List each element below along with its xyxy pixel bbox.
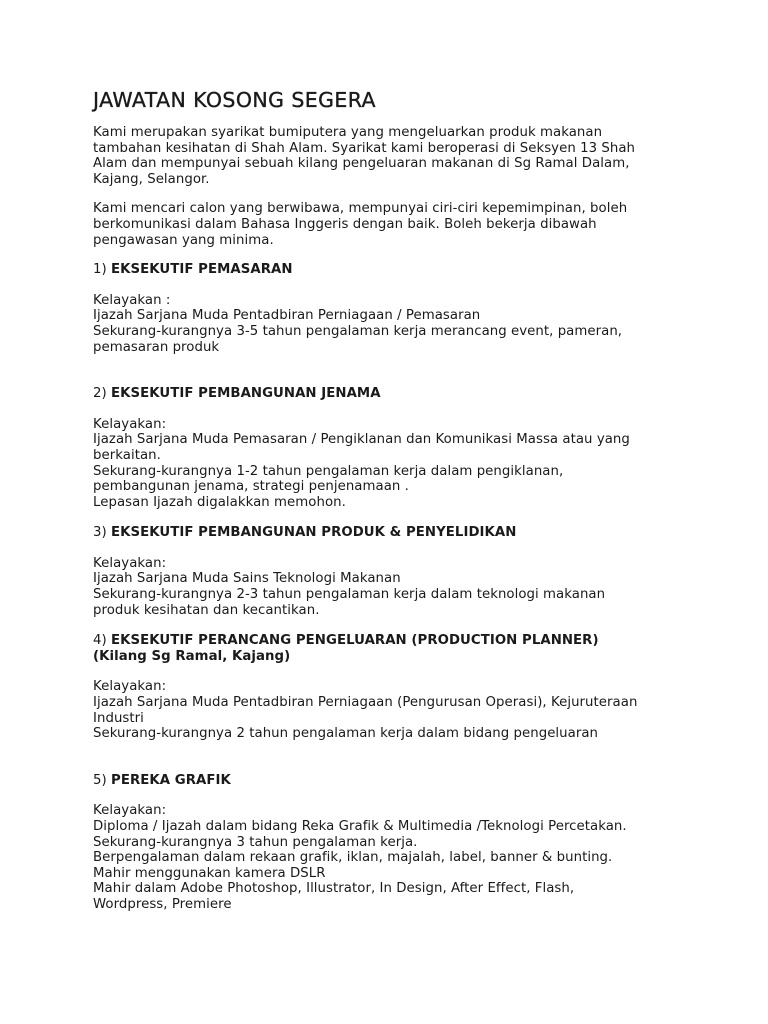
requirement-line: Berpengalaman dalam rekaan grafik, iklan, majalah, label, banner & bunting.: [93, 850, 613, 866]
requirement-line: Mahir dalam Adobe Photoshop, Illustrator, In Design, After Effect, Flash,: [93, 881, 575, 897]
position-heading: [93, 773, 733, 789]
requirement-line: Wordpress, Premiere: [93, 896, 232, 912]
seek-paragraph: [93, 201, 733, 248]
position-title: EKSEKUTIF PEMBANGUNAN JENAMA: [111, 386, 381, 402]
requirement-line: Ijazah Sarjana Muda Pentadbiran Perniagaan (Pengurusan Operasi), Kejuruteraan: [93, 695, 638, 711]
section-spacer: [93, 355, 733, 386]
position-section: [93, 633, 733, 742]
position-number: 4): [93, 633, 107, 649]
requirement-line: Sekurang-kurangnya 2 tahun pengalaman kerja dalam bidang pengeluaran: [93, 726, 599, 742]
requirement-line: Diploma / Ijazah dalam bidang Reka Grafik & Multimedia /Teknologi Percetakan.: [93, 819, 627, 834]
position-title: EKSEKUTIF PERANCANG PENGELUARAN (PRODUCTION PLANNER): [111, 633, 599, 649]
requirement-line: Ijazah Sarjana Muda Pemasaran / Pengiklanan dan Komunikasi Massa atau yang: [93, 432, 630, 448]
requirement-line: Industri: [93, 710, 144, 726]
requirement-line: Sekurang-kurangnya 3-5 tahun pengalaman kerja merancang event, pameran,: [93, 323, 623, 339]
position-location: (Kilang Sg Ramal, Kajang): [93, 648, 291, 664]
requirements-label: Kelayakan :: [93, 292, 171, 308]
position-title: EKSEKUTIF PEMBANGUNAN PRODUK & PENYELIDIKAN: [111, 525, 517, 541]
page-title: JAWATAN KOSONG SEGERA: [93, 88, 376, 112]
intro-line: Kajang, Selangor.: [93, 171, 210, 187]
position-title: PEREKA GRAFIK: [111, 772, 231, 788]
position-heading: [93, 262, 733, 278]
position-number: 1): [93, 262, 107, 278]
requirement-line: Ijazah Sarjana Muda Pentadbiran Perniagaan / Pemasaran: [93, 308, 481, 324]
requirement-line: Sekurang-kurangnya 2-3 tahun pengalaman kerja dalam teknologi makanan: [93, 587, 606, 603]
position-title: EKSEKUTIF PEMASARAN: [111, 262, 293, 278]
intro-paragraph: [93, 125, 733, 187]
requirements-label: Kelayakan:: [93, 416, 167, 432]
position-section: [93, 386, 733, 510]
requirement-line: produk kesihatan dan kecantikan.: [93, 602, 320, 618]
requirement-line: pembangunan jenama, strategi penjenamaan .: [93, 479, 409, 495]
requirements-label: Kelayakan:: [93, 803, 167, 819]
position-number: 5): [93, 772, 107, 788]
requirement-line: Sekurang-kurangnya 1-2 tahun pengalaman kerja dalam pengiklanan,: [93, 463, 564, 479]
requirement-line: Mahir menggunakan kamera DSLR: [93, 865, 326, 881]
position-number: 2): [93, 386, 107, 402]
requirements-label: Kelayakan:: [93, 679, 167, 695]
position-heading: [93, 525, 733, 541]
intro-line: tambahan kesihatan di Shah Alam. Syarikat kami beroperasi di Seksyen 13 Shah: [93, 140, 636, 156]
seek-line: pengawasan yang minima.: [93, 232, 274, 248]
seek-line: Kami mencari calon yang berwibawa, mempunyai ciri-ciri kepemimpinan, boleh: [93, 201, 628, 217]
position-subtitle: [93, 649, 733, 665]
seek-line: berkomunikasi dalam Bahasa Inggeris dengan baik. Boleh bekerja dibawah: [93, 216, 597, 232]
section-spacer: [93, 510, 733, 525]
requirement-line: berkaitan.: [93, 447, 161, 463]
position-heading: [93, 633, 733, 649]
position-section: [93, 525, 733, 618]
section-spacer: [93, 742, 733, 773]
section-spacer: [93, 618, 733, 633]
position-section: [93, 773, 733, 913]
requirement-line: Sekurang-kurangnya 3 tahun pengalaman kerja.: [93, 834, 418, 850]
requirement-line: Ijazah Sarjana Muda Sains Teknologi Makanan: [93, 571, 401, 587]
intro-line: Alam dan mempunyai sebuah kilang pengeluaran makanan di Sg Ramal Dalam,: [93, 156, 630, 172]
position-section: [93, 262, 733, 355]
position-number: 3): [93, 525, 107, 541]
document-page: [93, 88, 733, 913]
requirements-label: Kelayakan:: [93, 555, 167, 571]
requirement-line: pemasaran produk: [93, 339, 220, 355]
position-heading: [93, 386, 733, 402]
intro-line: Kami merupakan syarikat bumiputera yang mengeluarkan produk makanan: [93, 125, 603, 140]
requirement-line: Lepasan Ijazah digalakkan memohon.: [93, 494, 346, 510]
